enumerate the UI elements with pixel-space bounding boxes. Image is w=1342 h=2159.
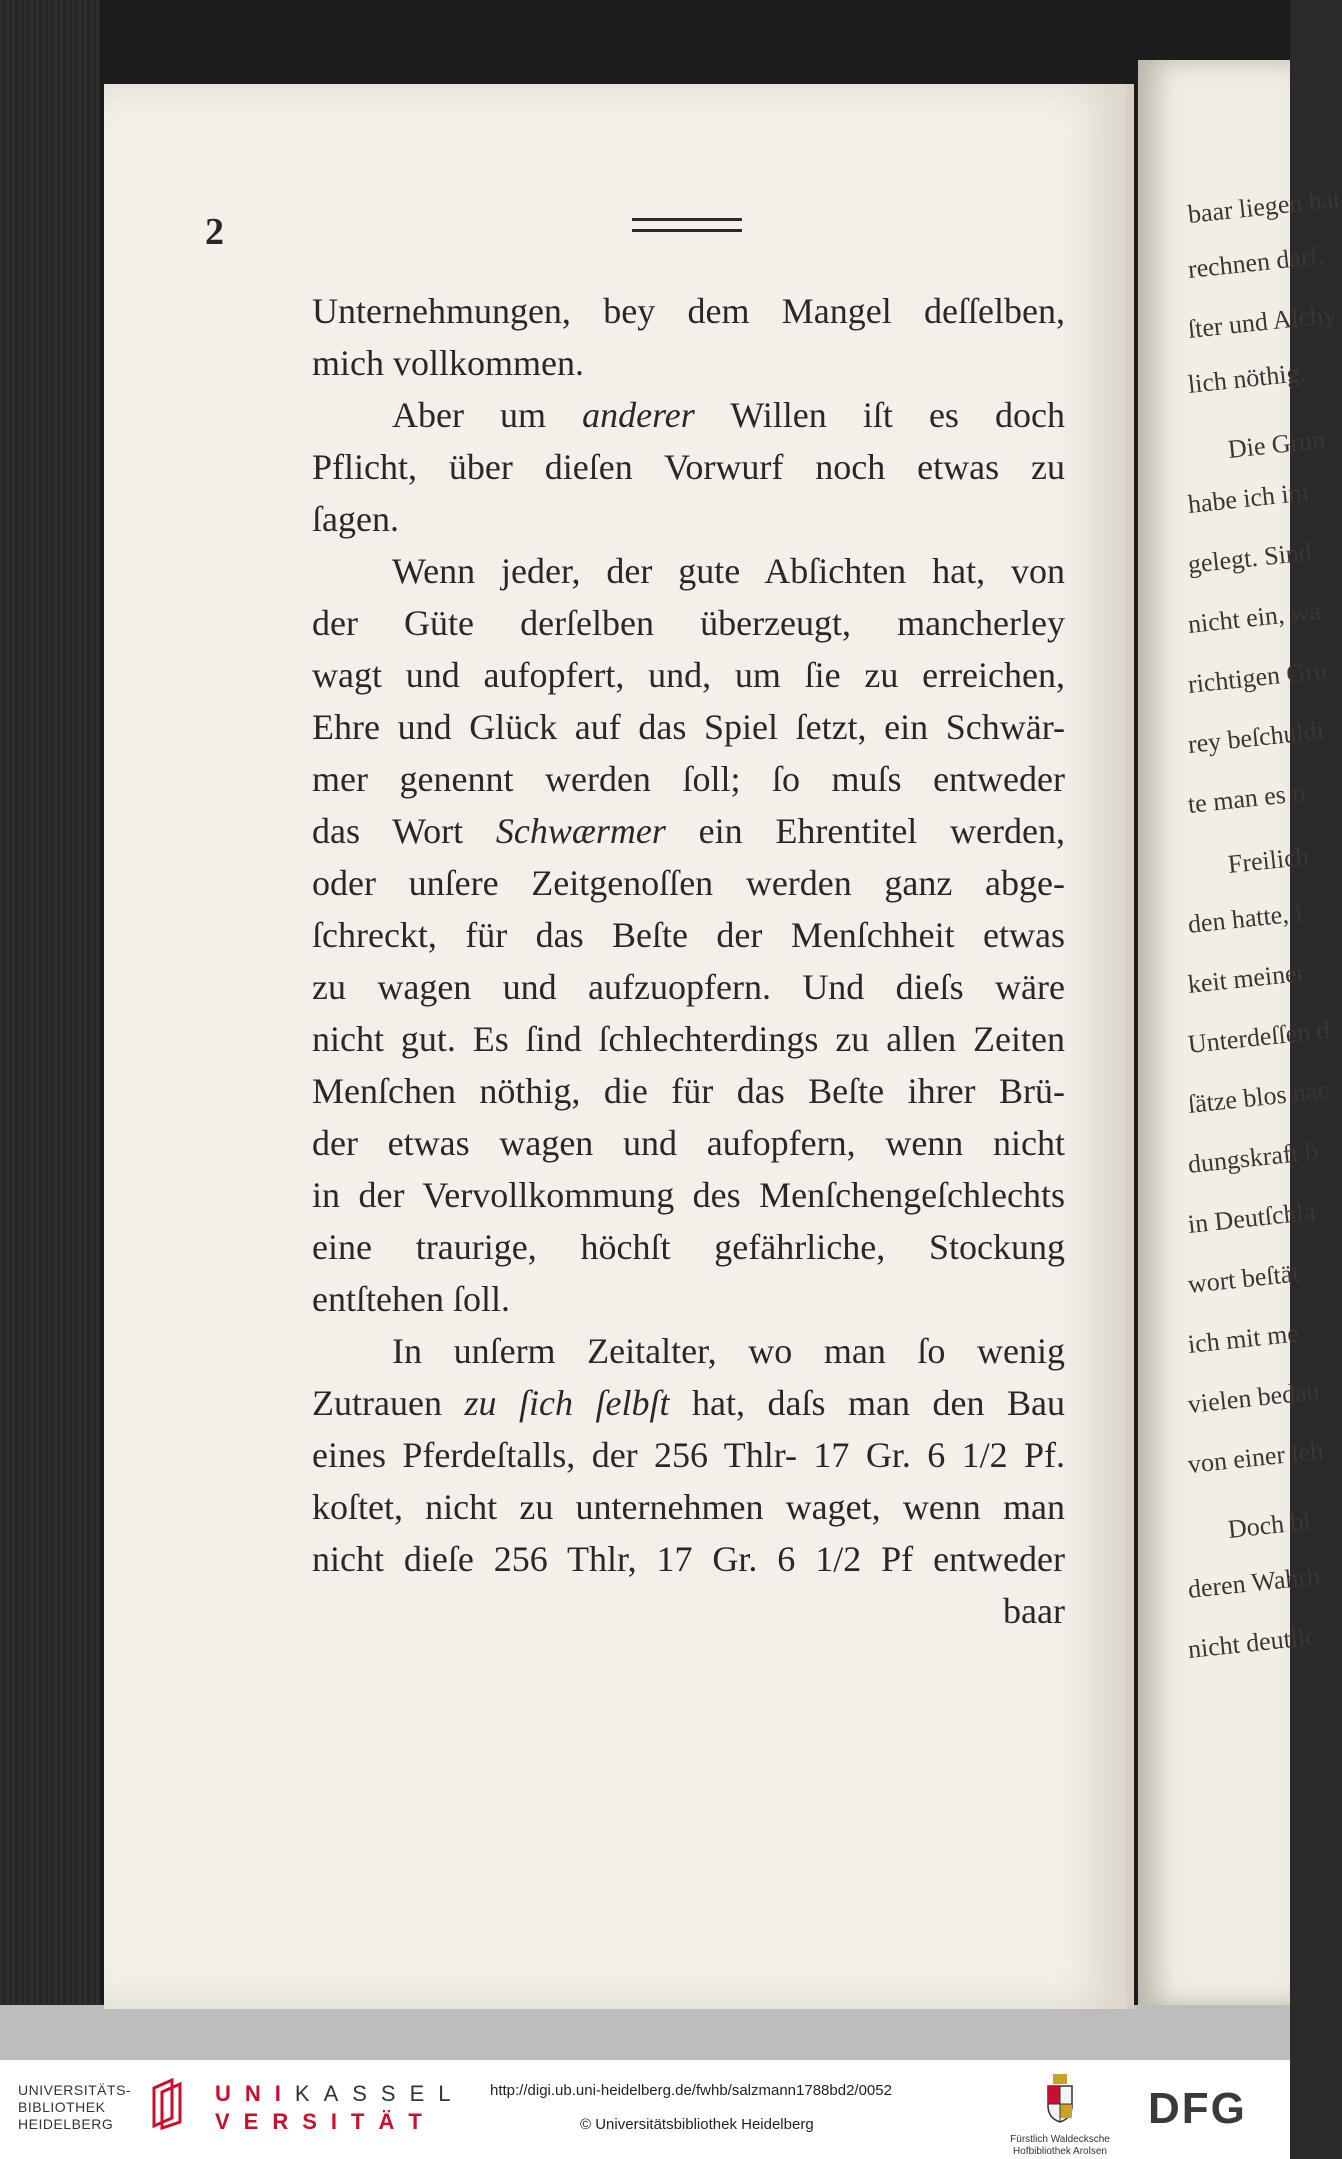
uni-kassel-logo — [215, 2080, 465, 2136]
text-line: Ehre und Glück auf das Spiel ſetzt, ein Schwär- — [312, 707, 1065, 747]
next-page-line: richtigen Gru — [1186, 655, 1329, 699]
kassel-uni: UNI — [215, 2081, 295, 2106]
text-line: eines Pferdeſtalls, der 256 Thlr- 17 Gr. 6 1/2 Pf. — [312, 1435, 1065, 1475]
next-page-line: dungskraft b — [1186, 1136, 1320, 1179]
uni-hd-line: UNIVERSITÄTS- — [18, 2082, 132, 2098]
next-page-line: Freilich — [1226, 841, 1310, 879]
next-page-line: ſätze blos nac — [1186, 1075, 1331, 1119]
text-line: nicht dieſe 256 Thlr, 17 Gr. 6 1/2 Pf entweder — [312, 1539, 1065, 1579]
header-double-rule — [632, 218, 742, 232]
next-page-line: nicht deutlic — [1186, 1621, 1319, 1664]
arolsen-label — [998, 2134, 1122, 2158]
uni-hd-line: BIBLIOTHEK — [18, 2099, 106, 2115]
text-line: koſtet, nicht zu unternehmen waget, wenn man — [312, 1487, 1065, 1527]
text-line: mer genennt werden ſoll; ſo muſs entweder — [312, 759, 1065, 799]
text-line: in der Vervollkommung des Menſchengeſchlechts — [312, 1175, 1065, 1215]
text-line: mich vollkommen. — [312, 343, 584, 383]
uni-heidelberg-label — [18, 2082, 131, 2133]
text-line: Aber um anderer Willen iſt es doch — [392, 395, 1066, 435]
next-page-line: den hatte, i — [1186, 898, 1304, 939]
arolsen-line: Fürstlich Waldecksche — [1010, 2134, 1110, 2145]
page-text — [312, 285, 1065, 1637]
text-line: oder unſere Zeitgenoſſen werden ganz abge- — [312, 863, 1065, 903]
arolsen-line: Hofbibliothek Arolsen — [1013, 2146, 1107, 2157]
next-page-line: deren Wahrh — [1186, 1561, 1322, 1604]
text-line: Unternehmungen, bey dem Mangel deſſelben, — [312, 291, 1065, 331]
crest-icon — [1045, 2072, 1075, 2124]
next-page-line: Unterdeſſen d — [1186, 1015, 1331, 1059]
text-line: entſtehen ſoll. — [312, 1279, 510, 1319]
text-line: In unſerm Zeitalter, wo man ſo wenig — [392, 1331, 1065, 1371]
text-line: ſchreckt, für das Beſte der Menſchheit etwas — [312, 915, 1065, 955]
next-page-line: keit meiner — [1186, 957, 1307, 999]
next-page-line: Doch bi — [1226, 1506, 1313, 1544]
next-page-line: in Deutſchla — [1186, 1196, 1317, 1239]
next-page-line: nicht ein, wa — [1186, 596, 1323, 639]
text-line: Menſchen nöthig, die für das Beſte ihrer Brü- — [312, 1071, 1065, 1111]
next-page-line: ich mit me — [1186, 1318, 1301, 1359]
next-page-line: vielen bedau — [1186, 1376, 1321, 1419]
uni-heidelberg-logo-icon — [150, 2078, 184, 2130]
scanner-edge — [0, 2005, 1290, 2060]
footer-bar — [0, 2060, 1290, 2159]
next-page-line: habe ich im — [1186, 477, 1311, 519]
text-line: Wenn jeder, der gute Abſichten hat, von — [392, 551, 1065, 591]
text-line: zu wagen und aufzuopfern. Und dieſs wäre — [312, 967, 1065, 1007]
text-line: Zutrauen zu ſich ſelbſt hat, daſs man den Bau — [312, 1383, 1066, 1423]
text-line: eine traurige, höchſt gefährliche, Stockung — [312, 1227, 1065, 1267]
dfg-logo: DFG — [1148, 2084, 1247, 2133]
copyright-notice: © Universitätsbibliothek Heidelberg — [580, 2116, 814, 2133]
next-page-line: lich nöthig. — [1186, 357, 1308, 399]
text-line: das Wort Schwærmer ein Ehrentitel werden, — [312, 811, 1065, 851]
text-line: ſagen. — [312, 499, 399, 539]
next-page-line: Die Grun — [1226, 424, 1327, 464]
next-page-line: rey beſchuldi — [1186, 715, 1326, 759]
text-line: der Güte derſelben überzeugt, mancherley — [312, 603, 1065, 643]
next-page-line: wort beſtät — [1186, 1258, 1301, 1299]
next-page-sliver — [1138, 60, 1342, 2005]
scanner-felt — [0, 0, 100, 2060]
permalink-url[interactable]: http://digi.ub.uni-heidelberg.de/fwhb/salzmann1788bd2/0052 — [490, 2082, 892, 2099]
text-line: nicht gut. Es ſind ſchlechterdings zu allen Zeiten — [312, 1019, 1065, 1059]
next-page-line: gelegt. Sind — [1186, 537, 1314, 579]
page-number: 2 — [205, 211, 224, 253]
next-page-line: te man es n — [1186, 777, 1307, 819]
text-line: Pflicht, über dieſen Vorwurf noch etwas zu — [312, 447, 1065, 487]
text-line: der etwas wagen und aufopfern, wenn nicht — [312, 1123, 1065, 1163]
next-page-line: baar liegen hat — [1186, 184, 1342, 229]
kassel-versitaet: VERSITÄT — [215, 2109, 436, 2134]
text-line: wagt und aufopfert, und, um ſie zu erreichen, — [312, 655, 1065, 695]
next-page-line: rechnen darf, — [1186, 240, 1326, 284]
uni-hd-line: HEIDELBERG — [18, 2116, 114, 2132]
text-line: baar — [1003, 1591, 1065, 1631]
kassel-name: KASSEL — [294, 2081, 465, 2106]
next-page-line: ſter und Alchy — [1186, 299, 1338, 344]
next-page-line: von einer ſeh — [1186, 1435, 1325, 1479]
